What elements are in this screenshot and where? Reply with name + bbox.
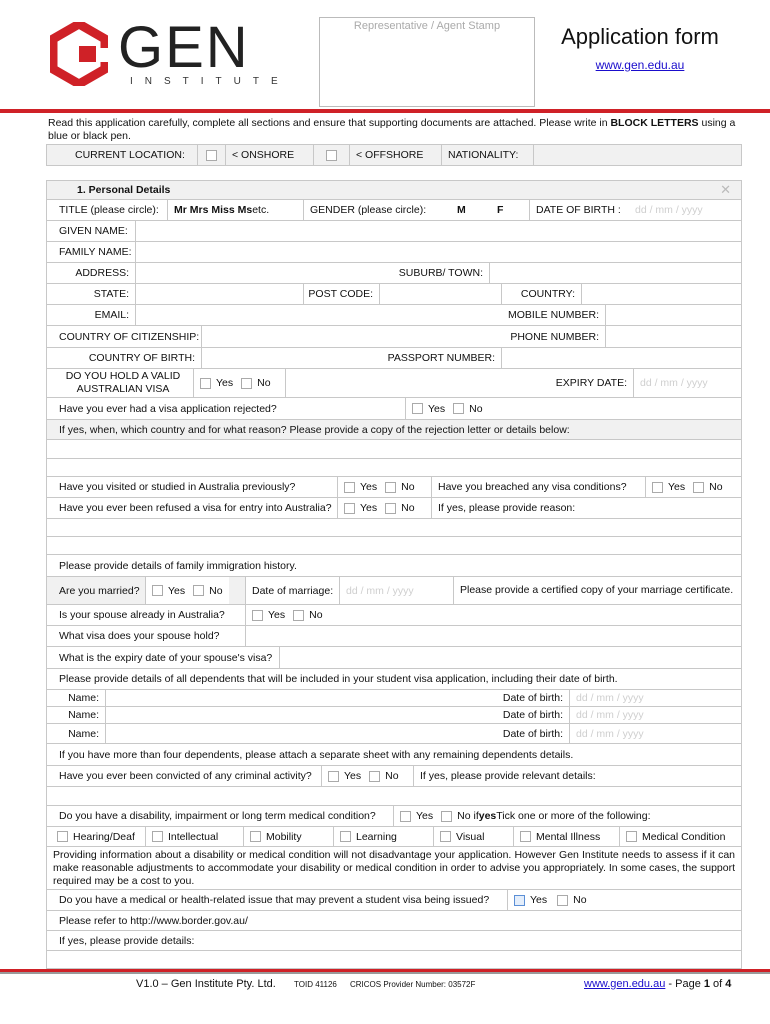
married-question: Are you married? [59, 584, 140, 597]
convicted-detail-input[interactable] [46, 787, 742, 806]
section-title: 1. Personal Details [77, 184, 171, 196]
given-name-input[interactable] [135, 221, 741, 241]
agent-stamp-box [319, 17, 535, 107]
visa-options: Yes No [193, 369, 277, 397]
mobile-input[interactable] [605, 305, 741, 325]
passport-label: PASSPORT NUMBER: [387, 352, 495, 364]
health-question: Do you have a medical or health-related issue that may prevent a student visa being issued? [59, 894, 490, 906]
offshore-checkbox[interactable] [326, 150, 337, 161]
breached-options: Yes No [645, 477, 729, 497]
health-no-checkbox[interactable] [557, 895, 568, 906]
disability-yes-checkbox[interactable] [400, 811, 411, 822]
current-location-label: CURRENT LOCATION: [75, 149, 185, 161]
state-label: STATE: [93, 288, 129, 300]
footer-toid: TOID 41126 [294, 980, 337, 989]
more-dependents-note: If you have more than four dependents, please attach a separate sheet with any remaining dependents details. [59, 748, 574, 761]
onshore-label: < ONSHORE [225, 145, 300, 165]
family-name-label: FAMILY NAME: [59, 246, 132, 258]
dependent-dob-input[interactable]: dd / mm / yyyy [569, 724, 741, 743]
health-yes-checkbox[interactable] [514, 895, 525, 906]
dependent-row-1 [46, 690, 742, 707]
address-input[interactable] [135, 263, 389, 283]
spouse-no-checkbox[interactable] [293, 610, 304, 621]
birth-country-input[interactable] [201, 348, 381, 368]
mobility-label: Mobility [266, 830, 302, 843]
refused-no-checkbox[interactable] [385, 503, 396, 514]
nationality-input[interactable] [533, 145, 741, 165]
stamp-label: Representative / Agent Stamp [353, 20, 501, 32]
gen-logo-icon [50, 22, 108, 86]
suburb-input[interactable] [489, 263, 741, 283]
visa-yes-checkbox[interactable] [200, 378, 211, 389]
learning-checkbox[interactable] [340, 831, 351, 842]
rejected-options: Yes No [405, 398, 489, 419]
header-divider [0, 109, 770, 113]
citizenship-label: COUNTRY OF CITIZENSHIP: [59, 330, 200, 343]
postcode-input[interactable] [379, 284, 501, 304]
dependent-name-input[interactable] [105, 724, 491, 743]
disability-question: Do you have a disability, impairment or long term medical condition? [59, 810, 376, 822]
dependent-name-input[interactable] [105, 690, 491, 706]
refused-reason-label: If yes, please provide reason: [431, 498, 581, 518]
citizenship-input[interactable] [201, 326, 503, 347]
dependent-dob-input[interactable]: dd / mm / yyyy [569, 707, 741, 723]
breached-question: Have you breached any visa conditions? [431, 477, 633, 497]
passport-input[interactable] [501, 348, 741, 368]
birth-country-label: COUNTRY OF BIRTH: [88, 352, 195, 364]
close-icon[interactable]: ✕ [720, 182, 731, 197]
disability-options: Yes No if yes Tick one or more of the following: [393, 806, 657, 826]
dob-label: DATE OF BIRTH : [529, 200, 627, 220]
rejected-yes-checkbox[interactable] [412, 403, 423, 414]
marriage-date-label: Date of marriage: [245, 577, 339, 604]
refused-yes-checkbox[interactable] [344, 503, 355, 514]
learning-label: Learning [356, 830, 397, 843]
email-label: EMAIL: [94, 309, 129, 321]
dependent-dob-label: Date of birth: [502, 692, 563, 704]
suburb-label: SUBURB/ TOWN: [398, 267, 483, 279]
spouse-australia-options: Yes No [245, 605, 329, 625]
intellectual-label: Intellectual [168, 830, 219, 843]
postcode-label: POST CODE: [303, 284, 379, 304]
footer-page-info: www.gen.edu.au - Page 1 of 4 [584, 978, 732, 990]
rejected-detail-input-2[interactable] [46, 459, 742, 477]
dependent-dob-label: Date of birth: [502, 727, 563, 740]
married-yes-checkbox[interactable] [152, 585, 163, 596]
gender-label: GENDER (please circle): [303, 200, 432, 220]
mental-illness-checkbox[interactable] [520, 831, 531, 842]
nationality-label: NATIONALITY: [441, 145, 524, 165]
rejected-question: Have you ever had a visa application rejected? [59, 402, 277, 415]
dependent-name-label: Name: [68, 692, 99, 704]
visited-no-checkbox[interactable] [385, 482, 396, 493]
intro-text: Read this application carefully, complete all sections and ensure that supporting documents are attached. Please write in BLOCK LETTERS using a blue or black pen. [48, 117, 736, 142]
country-input[interactable] [581, 284, 741, 304]
visa-no-checkbox[interactable] [241, 378, 252, 389]
header-url-link[interactable]: www.gen.edu.au [595, 58, 685, 72]
state-input[interactable] [135, 284, 303, 304]
dependent-name-input[interactable] [105, 707, 491, 723]
logo-text: GEN [118, 15, 250, 80]
given-name-label: GIVEN NAME: [59, 225, 128, 237]
hearing-label: Hearing/Deaf [73, 830, 135, 843]
breached-no-checkbox[interactable] [693, 482, 704, 493]
visited-options: Yes No [337, 477, 421, 497]
refused-options: Yes No [337, 498, 421, 518]
page-title: Application form [561, 24, 719, 49]
medical-condition-label: Medical Condition [642, 830, 726, 843]
convicted-detail-label: If yes, please provide relevant details: [413, 766, 602, 786]
family-history-label: Please provide details of family immigration history. [59, 559, 297, 572]
footer-version: V1.0 – Gen Institute Pty. Ltd. [136, 978, 276, 990]
breached-yes-checkbox[interactable] [652, 482, 663, 493]
convicted-question: Have you ever been convicted of any criminal activity? [59, 770, 312, 782]
married-no-checkbox[interactable] [193, 585, 204, 596]
medical-condition-checkbox[interactable] [626, 831, 637, 842]
visited-yes-checkbox[interactable] [344, 482, 355, 493]
rejected-detail-input-1[interactable] [46, 440, 742, 459]
convicted-yes-checkbox[interactable] [328, 771, 339, 782]
marriage-cert-note: Please provide a certified copy of your marriage certificate. [453, 577, 741, 604]
offshore-label: < OFFSHORE [349, 145, 429, 165]
health-options: Yes No [507, 890, 593, 910]
refused-reason-input-2[interactable] [46, 537, 742, 555]
visa-detail-input[interactable] [285, 369, 553, 397]
mobility-checkbox[interactable] [250, 831, 261, 842]
refused-reason-input-1[interactable] [46, 519, 742, 537]
health-detail-input[interactable] [46, 951, 742, 969]
title-options[interactable]: Mr Mrs Miss Ms etc. [167, 200, 275, 220]
phone-label: PHONE NUMBER: [510, 330, 599, 343]
intellectual-checkbox[interactable] [152, 831, 163, 842]
border-reference: Please refer to http://www.border.gov.au/ [59, 914, 248, 927]
spouse-expiry-input[interactable] [279, 647, 741, 668]
dependent-dob-label: Date of birth: [502, 709, 563, 721]
visa-question: DO YOU HOLD A VALID AUSTRALIAN VISA [65, 370, 181, 395]
mental-illness-label: Mental Illness [536, 830, 601, 843]
location-row [46, 144, 742, 166]
mobile-label: MOBILE NUMBER: [507, 309, 599, 321]
visited-question: Have you visited or studied in Australia previously? [59, 481, 296, 493]
conditions-row [46, 827, 742, 847]
married-options: Yes No [145, 577, 229, 604]
title-label: TITLE (please circle): [59, 204, 159, 216]
email-input[interactable] [135, 305, 503, 325]
dependent-name-label: Name: [68, 727, 99, 740]
refused-question: Have you ever been refused a visa for entry into Australia? [59, 502, 332, 514]
onshore-checkbox[interactable] [206, 150, 217, 161]
rejected-detail-label: If yes, when, which country and for what reason? Please provide a copy of the rejection letter or details below: [59, 423, 570, 436]
logo-subtext: INSTITUTE [130, 76, 290, 87]
section-header [46, 180, 742, 200]
address-label: ADDRESS: [75, 267, 129, 279]
hearing-checkbox[interactable] [57, 831, 68, 842]
expiry-input[interactable]: dd / mm / yyyy [633, 369, 741, 397]
phone-input[interactable] [605, 326, 741, 347]
convicted-no-checkbox[interactable] [369, 771, 380, 782]
rejected-no-checkbox[interactable] [453, 403, 464, 414]
country-label: COUNTRY: [501, 284, 581, 304]
health-detail-label: If yes, please provide details: [59, 934, 195, 947]
footer-url-link[interactable]: www.gen.edu.au [584, 978, 666, 990]
spouse-yes-checkbox[interactable] [252, 610, 263, 621]
marriage-date-input[interactable]: dd / mm / yyyy [339, 577, 453, 604]
spouse-visa-question: What visa does your spouse hold? [59, 630, 220, 642]
dependent-dob-input[interactable]: dd / mm / yyyy [569, 690, 741, 706]
convicted-options: Yes No [321, 766, 405, 786]
footer-cricos: CRICOS Provider Number: 03572F [350, 980, 476, 989]
expiry-label: EXPIRY DATE: [555, 377, 627, 389]
disability-info: Providing information about a disability or medical condition will not disadvantage your application. However Gen Institute needs to assess if it can make reasonable adjustments to accommodate your disability or medical condition in order to advise you appropriately. In some cases, the support required may be a cost to you. [53, 848, 735, 887]
dependents-label: Please provide details of all dependents that will be included in your student visa application, including their date of birth. [59, 673, 618, 685]
spouse-expiry-question: What is the expiry date of your spouse's visa? [59, 651, 273, 664]
dependent-row-2 [46, 707, 742, 724]
visual-checkbox[interactable] [440, 831, 451, 842]
spouse-australia-question: Is your spouse already in Australia? [59, 609, 225, 621]
dob-input[interactable]: dd / mm / yyyy [635, 204, 703, 216]
dependent-row-3 [46, 724, 742, 744]
visual-label: Visual [456, 830, 485, 843]
dependent-name-label: Name: [68, 709, 99, 721]
family-name-input[interactable] [135, 242, 741, 262]
gender-f[interactable]: F [497, 204, 504, 216]
gender-m[interactable]: M [457, 204, 466, 216]
disability-no-checkbox[interactable] [441, 811, 452, 822]
spouse-visa-input[interactable] [245, 626, 741, 646]
